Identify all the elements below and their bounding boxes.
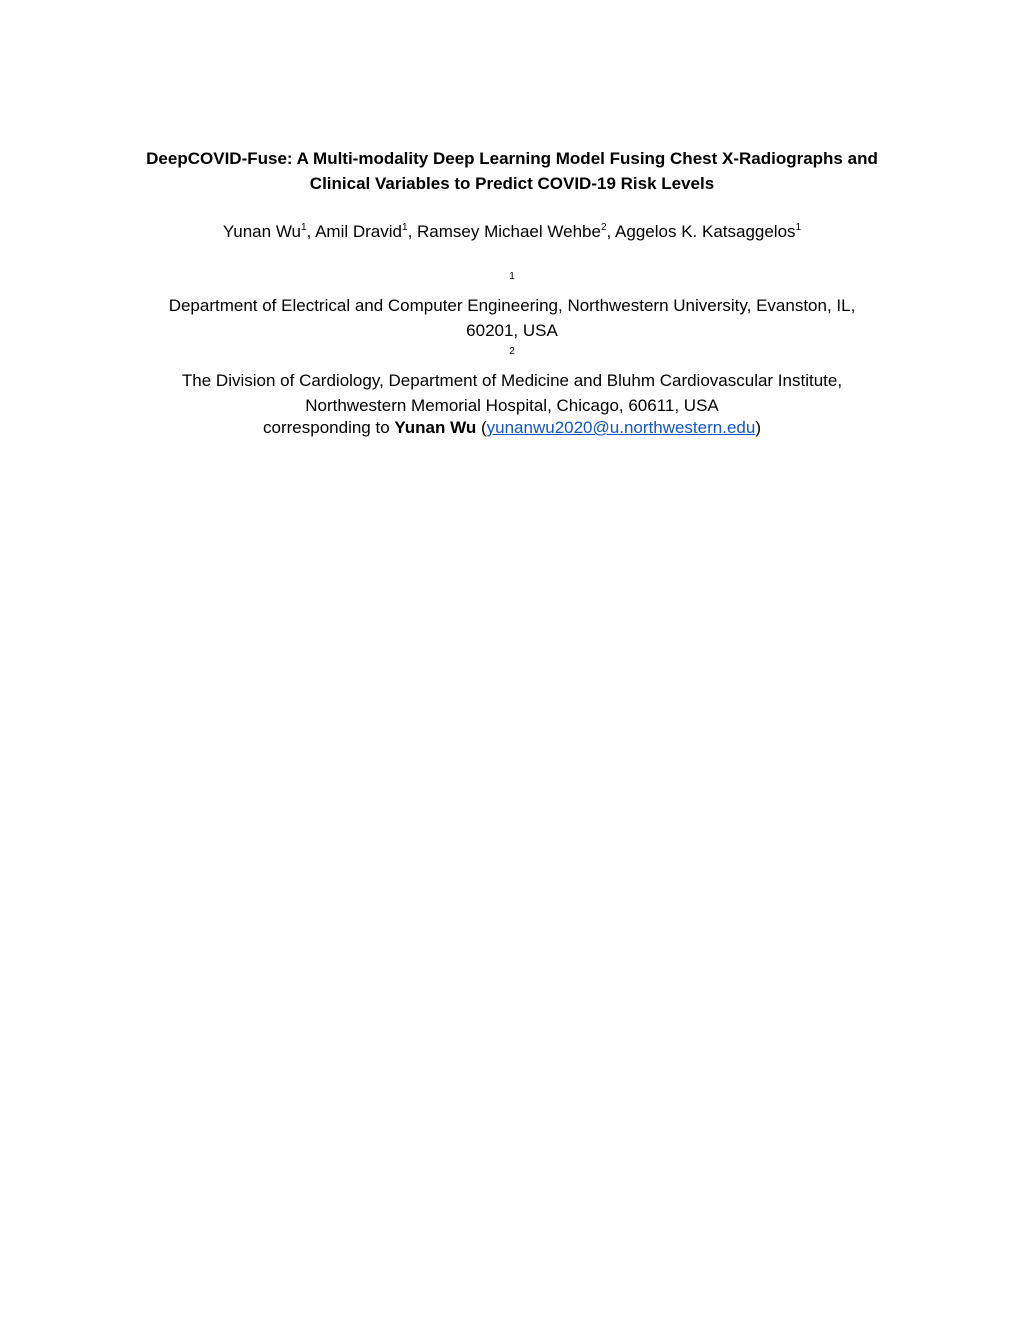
affiliation-text: Department of Electrical and Computer Engineering, Northwestern University, Evanston, IL, [168,296,856,315]
correspondence-line [120,415,904,440]
corresponding-author-name: Yunan Wu [394,418,477,437]
author-affiliation-mark: 1 [301,222,307,233]
author-separator: , [606,222,616,241]
author-affiliation-mark: 2 [600,222,607,233]
affiliation-1-continued: 60201, USA [466,321,558,340]
paper-title-line-2: Clinical Variables to Predict COVID-19 Risk Levels [309,174,715,193]
open-paren: ( [476,418,487,437]
author-affiliation-mark: 1 [402,222,408,233]
email-link[interactable]: yunanwu2020@u.northwestern.edu [486,418,756,437]
affiliation-text: The Division of Cardiology, Department of Medicine and Bluhm Cardiovascular Institute, [181,371,843,390]
paper-title-line-1: DeepCOVID-Fuse: A Multi-modality Deep Learning Model Fusing Chest X-Radiographs and [146,149,878,168]
affiliation-2-continued: Northwestern Memorial Hospital, Chicago, 60611, USA [305,396,719,415]
affiliation-mark: 1 [509,271,515,282]
author-name: Ramsey Michael Wehbe [417,222,601,241]
author-separator: , [407,222,418,241]
author-separator: , [306,222,316,241]
author-name: Aggelos K. Katsaggelos [615,222,796,241]
affiliation-list [120,268,904,418]
affiliation-mark: 2 [509,346,515,357]
author-name: Yunan Wu [222,222,302,241]
affiliation-1 [120,268,904,318]
author-list [120,219,904,244]
author-affiliation-mark: 1 [795,222,802,233]
correspondence-prefix: corresponding to [263,418,395,437]
close-paren: ) [755,418,761,437]
author-name: Amil Dravid [315,222,402,241]
affiliation-2 [120,343,904,393]
paper-title [120,146,904,196]
